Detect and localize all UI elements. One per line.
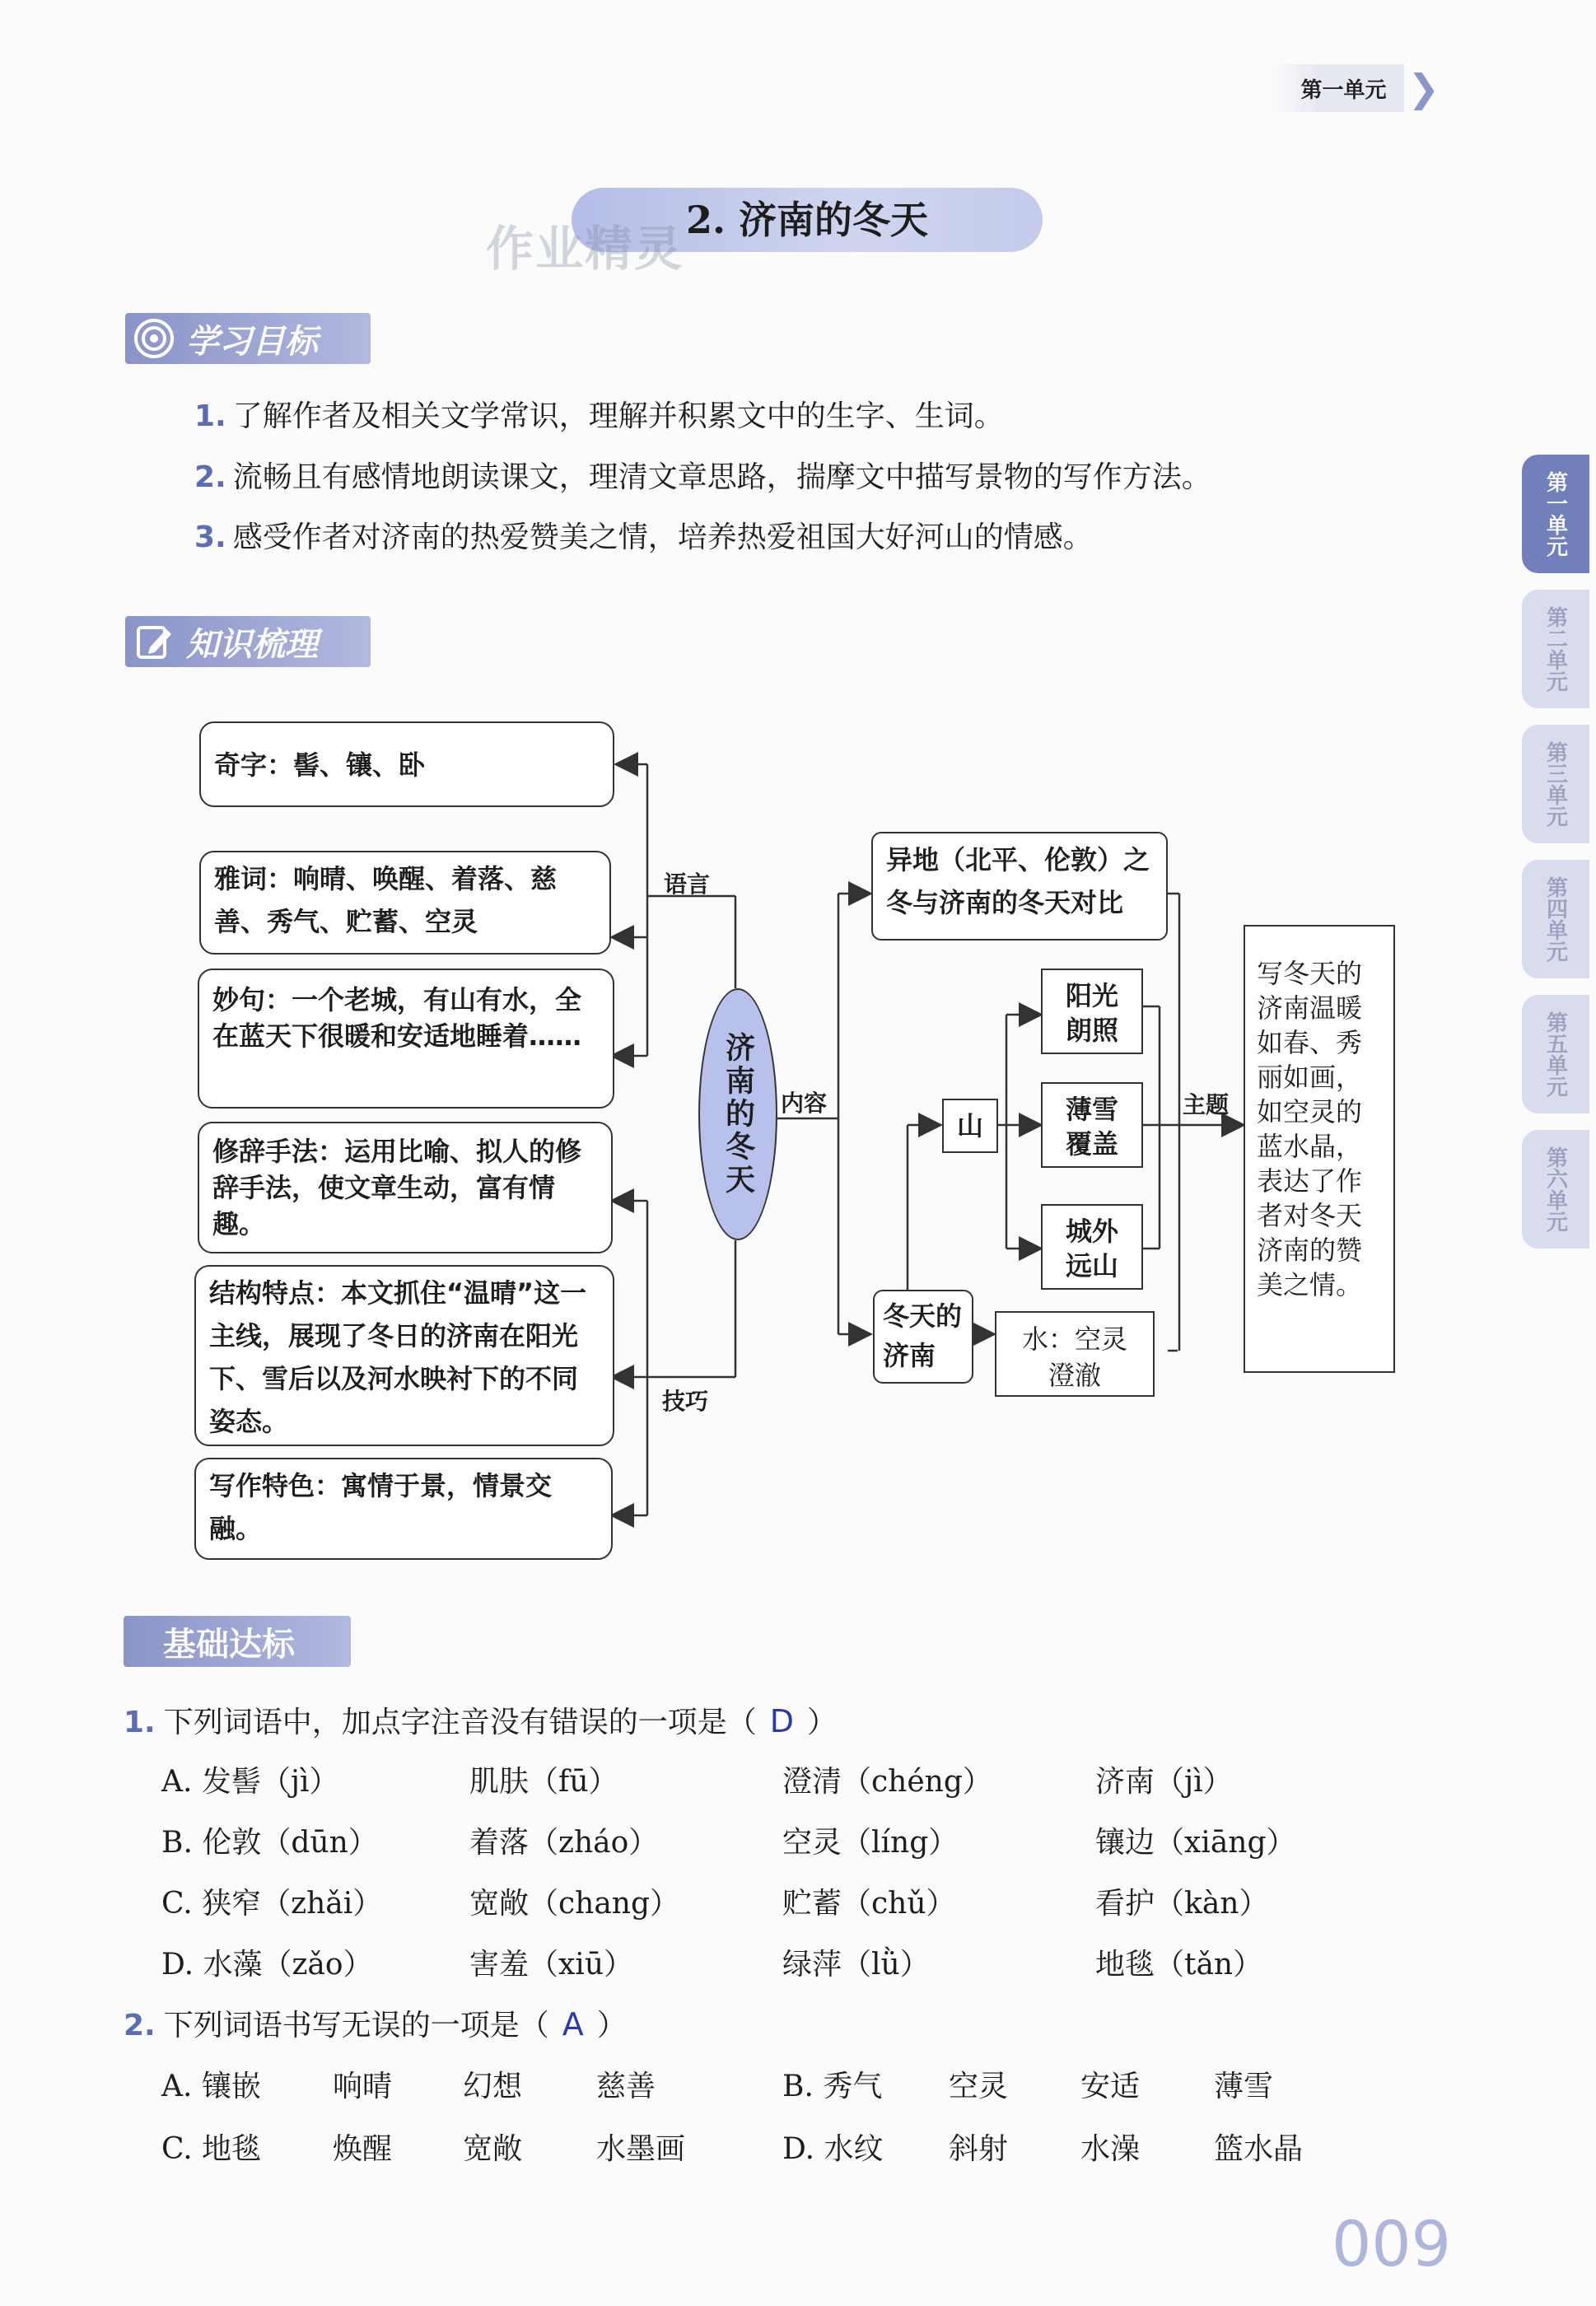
q2-option: 慈善 bbox=[596, 2070, 656, 2103]
side-tab-unit-5[interactable]: 第五单元 bbox=[1522, 995, 1589, 1113]
label-skill: 技巧 bbox=[662, 1388, 709, 1415]
mindmap-writing-feature: 写作特色：寓情于景，情景交融。 bbox=[194, 1458, 613, 1560]
goal-item: 3. 感受作者对济南的热爱赞美之情，培养热爱祖国大好河山的情感。 bbox=[194, 520, 1093, 554]
side-tab-unit-1[interactable]: 第一单元 bbox=[1522, 455, 1589, 573]
q2-option: 空灵 bbox=[949, 2070, 1009, 2103]
mindmap-mountain-item: 城外远山 bbox=[1041, 1204, 1143, 1290]
q1-option: 空灵（líng） bbox=[782, 1826, 959, 1860]
mindmap-wonderful-sentence: 妙句：一个老城，有山有水，全在蓝天下很暖和安适地睡着…… bbox=[198, 969, 614, 1109]
mindmap-center: 济南的冬天 bbox=[698, 988, 777, 1240]
q2-option: 斜射 bbox=[949, 2132, 1009, 2166]
chevron-right-icon: ❯ bbox=[1407, 66, 1440, 110]
q1-option: B. 伦敦（dūn） bbox=[161, 1826, 378, 1860]
watermark: 作业精灵 bbox=[486, 221, 684, 277]
page-number: 009 bbox=[1331, 2207, 1451, 2280]
goal-item: 1. 了解作者及相关文学常识，理解并积累文中的生字、生词。 bbox=[194, 399, 1004, 433]
mindmap-rhetoric: 修辞手法：运用比喻、拟人的修辞手法，使文章生动，富有情趣。 bbox=[198, 1122, 613, 1253]
q1-option: C. 狭窄（zhǎi） bbox=[161, 1887, 383, 1921]
q2-option: 响晴 bbox=[333, 2070, 393, 2103]
mindmap-rare-chars: 奇字：髻、镶、卧 bbox=[199, 721, 614, 807]
q2-option: C. 地毯 bbox=[161, 2132, 262, 2166]
q1-option: 澄清（chéng） bbox=[782, 1765, 992, 1799]
label-content: 内容 bbox=[781, 1090, 828, 1117]
lesson-title: 2. 济南的冬天 bbox=[572, 188, 1043, 252]
q2-option: B. 秀气 bbox=[782, 2070, 883, 2103]
answer-2: A bbox=[562, 2006, 584, 2042]
q2-option: D. 水纹 bbox=[782, 2132, 884, 2166]
q1-option: 看护（kàn） bbox=[1095, 1887, 1269, 1921]
mindmap-contrast: 异地（北平、伦敦）之冬与济南的冬天对比 bbox=[871, 832, 1168, 941]
side-tab-unit-4[interactable]: 第四单元 bbox=[1522, 860, 1589, 978]
q2-option: 宽敞 bbox=[463, 2132, 523, 2166]
answer-1: D bbox=[769, 1703, 795, 1739]
mindmap-elegant-words: 雅词：响晴、唤醒、着落、慈善、秀气、贮蓄、空灵 bbox=[199, 851, 611, 955]
q1-option: 绿萍（lǜ） bbox=[782, 1948, 930, 1982]
q2-option: A. 镶嵌 bbox=[161, 2070, 261, 2103]
label-language: 语言 bbox=[664, 871, 711, 898]
mindmap-structure: 结构特点：本文抓住“温晴”这一主线，展现了冬日的济南在阳光下、雪后以及河水映衬下的不同姿态。 bbox=[194, 1265, 614, 1446]
q1-option: 着落（zháo） bbox=[469, 1826, 659, 1860]
q2-option: 幻想 bbox=[463, 2070, 523, 2103]
section-basic-label: 基础达标 bbox=[163, 1625, 295, 1664]
side-tab-unit-6[interactable]: 第六单元 bbox=[1522, 1130, 1589, 1249]
q1-option: 济南（jì） bbox=[1095, 1765, 1233, 1799]
goal-item: 2. 流畅且有感情地朗读课文，理清文章思路，揣摩文中描写景物的写作方法。 bbox=[194, 460, 1211, 494]
question-2: 2. 下列词语书写无误的一项是（ A ） bbox=[124, 2006, 627, 2042]
mindmap-mountain-item: 阳光朗照 bbox=[1041, 969, 1143, 1054]
q2-option: 水墨画 bbox=[596, 2132, 686, 2166]
q1-option: 镶边（xiāng） bbox=[1095, 1826, 1296, 1860]
q1-option: 贮蓄（chǔ） bbox=[782, 1887, 956, 1921]
question-1: 1. 下列词语中，加点字注音没有错误的一项是（ D ） bbox=[124, 1703, 838, 1739]
q2-option: 篮水晶 bbox=[1214, 2132, 1304, 2166]
q2-option: 焕醒 bbox=[333, 2132, 393, 2166]
mindmap-winter-jinan: 冬天的济南 bbox=[873, 1290, 973, 1384]
q1-option: D. 水藻（zǎo） bbox=[161, 1948, 373, 1982]
q1-option: 宽敞（chang） bbox=[469, 1887, 680, 1921]
mindmap-mountain-item: 薄雪覆盖 bbox=[1041, 1082, 1143, 1168]
q2-option: 水澡 bbox=[1080, 2132, 1141, 2166]
unit-label: 第一单元 bbox=[1267, 64, 1404, 112]
side-tab-unit-3[interactable]: 第三单元 bbox=[1522, 725, 1589, 843]
side-tab-unit-2[interactable]: 第二单元 bbox=[1522, 590, 1589, 708]
q1-option: 肌肤（fū） bbox=[469, 1765, 618, 1799]
q1-option: A. 发髻（jì） bbox=[161, 1765, 339, 1799]
mindmap-mountain: 山 bbox=[942, 1099, 998, 1153]
label-theme: 主题 bbox=[1183, 1091, 1230, 1118]
mindmap-water: 水：空灵澄澈 bbox=[995, 1311, 1155, 1397]
q1-option: 地毯（tǎn） bbox=[1095, 1948, 1263, 1982]
section-goals-label: 学习目标 bbox=[186, 322, 318, 361]
mindmap-theme: 写冬天的济南温暖如春、秀丽如画，如空灵的蓝水晶，表达了作者对冬天济南的赞美之情。 bbox=[1244, 925, 1395, 1373]
q2-option: 安适 bbox=[1080, 2070, 1141, 2103]
section-knowledge-label: 知识梳理 bbox=[186, 625, 318, 664]
section-basic bbox=[124, 1616, 351, 1667]
q1-option: 害羞（xiū） bbox=[469, 1948, 634, 1982]
q2-option: 薄雪 bbox=[1214, 2070, 1274, 2103]
